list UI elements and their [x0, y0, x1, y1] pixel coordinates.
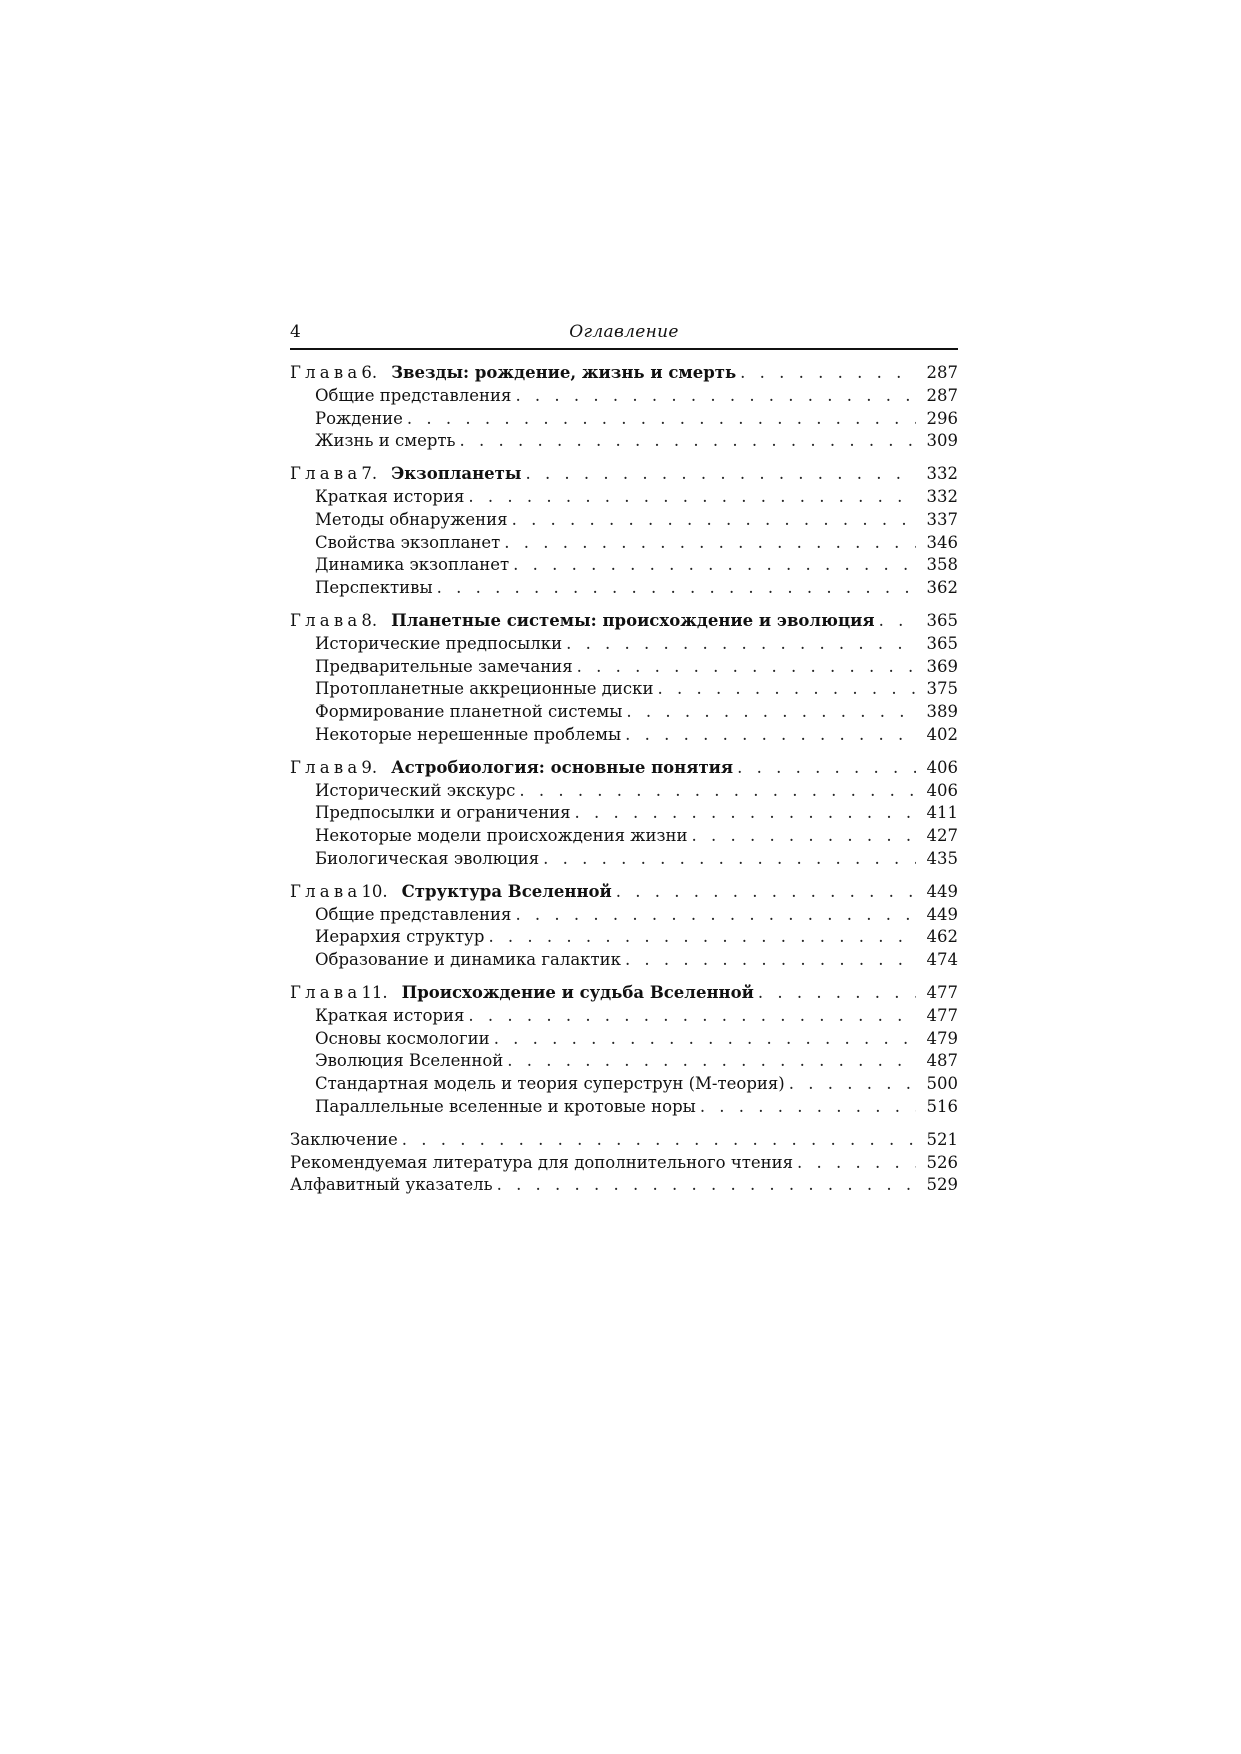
page-ref: 427 [926, 826, 958, 846]
toc-entry-back-matter[interactable] [290, 1129, 958, 1152]
dot-leader [625, 724, 916, 747]
page-ref: 389 [926, 702, 958, 722]
toc-entry-section[interactable] [290, 1073, 958, 1096]
toc-page [290, 322, 958, 1197]
page-ref: 477 [926, 982, 958, 1002]
page-number: 4 [290, 322, 301, 342]
toc-entry-section[interactable] [290, 577, 958, 600]
chapter-title: Структура Вселенной [401, 881, 612, 901]
toc-entry-chapter[interactable] [290, 362, 958, 385]
toc-entry-section[interactable] [290, 1096, 958, 1119]
chapter-number: 7. [361, 464, 378, 484]
toc-entry-chapter[interactable] [290, 463, 958, 486]
toc-entry-section[interactable] [290, 701, 958, 724]
dot-leader [460, 430, 916, 453]
chapter-title: Экзопланеты [391, 464, 522, 484]
page-ref: 369 [926, 656, 958, 676]
section-title: Исторический экскурс [315, 780, 516, 800]
dot-leader [515, 385, 916, 408]
dot-leader [504, 532, 916, 555]
dot-leader [494, 1028, 916, 1051]
dot-leader [402, 1129, 916, 1152]
page-ref: 477 [926, 1005, 958, 1025]
dot-leader [497, 1174, 916, 1197]
chapter-title: Звезды: рождение, жизнь и смерть [391, 363, 737, 382]
page-ref: 375 [926, 679, 958, 699]
dot-leader [879, 610, 916, 633]
page-ref: 529 [926, 1175, 958, 1195]
dot-leader [691, 825, 916, 848]
dot-leader [566, 633, 916, 656]
chapter-number: 6. [361, 363, 378, 382]
page-ref: 332 [926, 486, 958, 506]
page-ref: 362 [926, 578, 958, 598]
toc-entry-section[interactable] [290, 724, 958, 747]
chapter-label: Глава [290, 610, 362, 630]
toc-entry-section[interactable] [290, 926, 958, 949]
dot-leader [468, 1005, 916, 1028]
page-ref: 406 [926, 780, 958, 800]
back-matter-title: Рекомендуемая литература для дополнительного чтения [290, 1152, 794, 1172]
toc-entry-chapter[interactable] [290, 881, 958, 904]
section-title: Свойства экзопланет [315, 532, 501, 552]
section-title: Предварительные замечания [315, 656, 573, 676]
chapter-block [290, 982, 958, 1119]
chapter-block [290, 610, 958, 747]
toc-entry-chapter[interactable] [290, 757, 958, 780]
dot-leader [758, 982, 916, 1005]
page-ref: 358 [926, 555, 958, 575]
page-ref: 346 [926, 532, 958, 552]
toc-entry-section[interactable] [290, 848, 958, 871]
chapter-number: 10. [361, 881, 388, 901]
dot-leader [616, 881, 916, 904]
section-title: Некоторые модели происхождения жизни [315, 826, 688, 846]
section-title: Исторические предпосылки [315, 633, 563, 653]
dot-leader [513, 554, 916, 577]
section-title: Образование и динамика галактик [315, 950, 621, 970]
page-ref: 435 [926, 848, 958, 868]
chapter-block [290, 881, 958, 972]
toc-entry-section[interactable] [290, 385, 958, 408]
dot-leader [468, 486, 916, 509]
toc-entry-section[interactable] [290, 408, 958, 431]
toc-entry-section[interactable] [290, 509, 958, 532]
dot-leader [575, 802, 916, 825]
section-title: Динамика экзопланет [315, 555, 510, 575]
back-matter-title: Алфавитный указатель [290, 1175, 493, 1195]
chapter-title: Астробиология: основные понятия [391, 757, 734, 777]
toc-entry-section[interactable] [290, 949, 958, 972]
page-ref: 365 [926, 610, 958, 630]
page-ref: 411 [926, 803, 958, 823]
page-ref: 449 [926, 904, 958, 924]
chapter-block [290, 362, 958, 453]
page-ref: 474 [926, 950, 958, 970]
section-title: Жизнь и смерть [315, 431, 456, 451]
dot-leader [577, 656, 916, 679]
toc-entry-section[interactable] [290, 532, 958, 555]
toc-entry-chapter[interactable] [290, 982, 958, 1005]
section-title: Краткая история [315, 486, 465, 506]
section-title: Формирование планетной системы [315, 702, 623, 722]
section-title: Стандартная модель и теория суперструн (М-теория) [315, 1074, 785, 1094]
chapter-block [290, 757, 958, 871]
section-title: Основы космологии [315, 1028, 490, 1048]
dot-leader [740, 362, 916, 385]
page-ref: 337 [926, 509, 958, 529]
toc-entry-section[interactable] [290, 430, 958, 453]
back-matter-title: Заключение [290, 1129, 398, 1149]
dot-leader [543, 848, 916, 871]
section-title: Перспективы [315, 578, 433, 598]
section-title: Рождение [315, 408, 403, 428]
page-ref: 287 [926, 385, 958, 405]
dot-leader [407, 408, 916, 431]
toc-entry-section[interactable] [290, 1005, 958, 1028]
page-ref: 406 [926, 757, 958, 777]
page-ref: 521 [926, 1129, 958, 1149]
toc-entry-section[interactable] [290, 1050, 958, 1073]
chapter-title: Происхождение и судьба Вселенной [401, 982, 754, 1002]
toc-entry-chapter[interactable] [290, 610, 958, 633]
toc-entry-section[interactable] [290, 904, 958, 927]
toc-entry-section[interactable] [290, 678, 958, 701]
page-ref: 309 [926, 431, 958, 451]
dot-leader [488, 926, 916, 949]
chapter-label: Глава [290, 982, 362, 1002]
section-title: Предпосылки и ограничения [315, 803, 571, 823]
section-title: Общие представления [315, 385, 512, 405]
toc-entry-section[interactable] [290, 633, 958, 656]
page-ref: 500 [926, 1074, 958, 1094]
dot-leader [525, 463, 916, 486]
table-of-contents [290, 362, 958, 1197]
dot-leader [507, 1050, 916, 1073]
chapter-label: Глава [290, 881, 362, 901]
chapter-title: Планетные системы: происхождение и эволюция [391, 610, 875, 630]
toc-entry-section[interactable] [290, 1028, 958, 1051]
dot-leader [789, 1073, 916, 1096]
toc-entry-back-matter[interactable] [290, 1152, 958, 1175]
running-head-title: Оглавление [569, 322, 679, 342]
dot-leader [519, 780, 916, 803]
toc-entry-section[interactable] [290, 802, 958, 825]
dot-leader [625, 949, 916, 972]
section-title: Иерархия структур [315, 927, 485, 947]
page-ref: 402 [926, 724, 958, 744]
chapter-label: Глава [290, 757, 362, 777]
section-title: Некоторые нерешенные проблемы [315, 724, 622, 744]
running-head [290, 322, 958, 350]
dot-leader [737, 757, 916, 780]
dot-leader [700, 1096, 916, 1119]
toc-entry-section[interactable] [290, 486, 958, 509]
page-ref: 516 [926, 1096, 958, 1116]
section-title: Протопланетные аккреционные диски [315, 679, 654, 699]
page-ref: 487 [926, 1051, 958, 1071]
page-ref: 479 [926, 1028, 958, 1048]
section-title: Эволюция Вселенной [315, 1051, 504, 1071]
page-ref: 332 [926, 464, 958, 484]
chapter-label: Глава [290, 464, 362, 484]
dot-leader [512, 509, 916, 532]
chapter-number: 9. [361, 757, 378, 777]
section-title: Методы обнаружения [315, 509, 508, 529]
toc-entry-back-matter[interactable] [290, 1174, 958, 1197]
page-ref: 526 [926, 1152, 958, 1172]
toc-entry-section[interactable] [290, 656, 958, 679]
section-title: Общие представления [315, 904, 512, 924]
dot-leader [797, 1152, 916, 1175]
dot-leader [657, 678, 916, 701]
page-ref: 449 [926, 881, 958, 901]
chapter-block [290, 463, 958, 600]
toc-entry-section[interactable] [290, 554, 958, 577]
page-ref: 296 [926, 408, 958, 428]
page-ref: 365 [926, 633, 958, 653]
dot-leader [437, 577, 916, 600]
section-title: Биологическая эволюция [315, 848, 540, 868]
chapter-number: 11. [361, 982, 388, 1002]
section-title: Краткая история [315, 1005, 465, 1025]
chapter-number: 8. [361, 610, 378, 630]
page-ref: 287 [926, 363, 958, 382]
dot-leader [626, 701, 916, 724]
chapter-label: Глава [290, 363, 362, 382]
dot-leader [515, 904, 916, 927]
page-ref: 462 [926, 927, 958, 947]
toc-entry-section[interactable] [290, 780, 958, 803]
section-title: Параллельные вселенные и кротовые норы [315, 1096, 696, 1116]
toc-entry-section[interactable] [290, 825, 958, 848]
